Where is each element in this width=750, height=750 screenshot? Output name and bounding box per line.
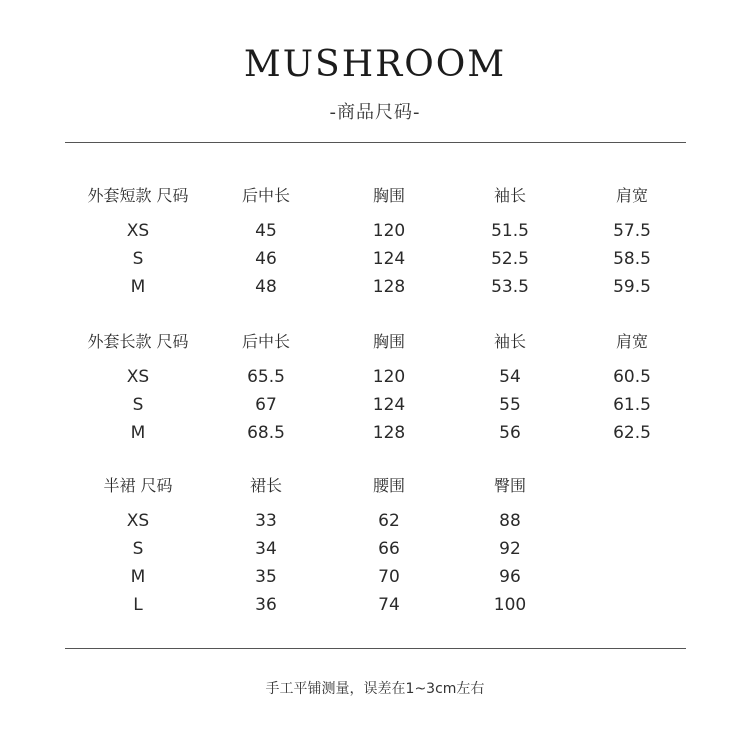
value-cell: 57.5 xyxy=(613,221,651,241)
header-cell-waist: 腰围 xyxy=(372,476,405,495)
value-cell: 120 xyxy=(372,221,406,241)
table-row xyxy=(0,507,750,535)
size-cell: M xyxy=(130,567,146,587)
value-cell: 62.5 xyxy=(613,423,651,443)
value-cell: 60.5 xyxy=(613,367,651,387)
value-cell: 120 xyxy=(372,367,406,387)
value-cell: 124 xyxy=(372,249,406,269)
value-cell: 46 xyxy=(255,249,277,269)
value-cell: 92 xyxy=(499,539,521,559)
value-cell: 128 xyxy=(372,277,406,297)
value-cell: 56 xyxy=(499,423,521,443)
size-cell: S xyxy=(132,539,144,559)
header-cell-shoulder: 肩宽 xyxy=(615,332,648,351)
value-cell: 67 xyxy=(255,395,277,415)
value-cell: 36 xyxy=(255,595,277,615)
size-cell: L xyxy=(133,595,143,615)
size-cell: S xyxy=(132,249,144,269)
value-cell: 58.5 xyxy=(613,249,651,269)
table-row xyxy=(0,391,750,419)
table-row xyxy=(0,245,750,273)
table-row xyxy=(0,217,750,245)
table-row xyxy=(0,273,750,301)
value-cell: 96 xyxy=(499,567,521,587)
header-cell-hip: 臀围 xyxy=(493,476,526,495)
header-cell-back-length: 后中长 xyxy=(241,186,290,205)
header-cell-skirt-length: 裙长 xyxy=(249,476,282,495)
value-cell: 54 xyxy=(499,367,521,387)
header-cell-size: 外套短款 尺码 xyxy=(87,186,189,205)
table-row xyxy=(0,563,750,591)
value-cell: 62 xyxy=(378,511,400,531)
value-cell: 65.5 xyxy=(247,367,285,387)
value-cell: 68.5 xyxy=(247,423,285,443)
header-cell-shoulder: 肩宽 xyxy=(615,186,648,205)
value-cell: 33 xyxy=(255,511,277,531)
header-cell-chest: 胸围 xyxy=(372,186,405,205)
value-cell: 45 xyxy=(255,221,277,241)
header-cell-size: 半裙 尺码 xyxy=(103,476,173,495)
table-header-row xyxy=(0,182,750,210)
value-cell: 35 xyxy=(255,567,277,587)
value-cell: 88 xyxy=(499,511,521,531)
header-cell-sleeve: 袖长 xyxy=(493,332,526,351)
size-cell: XS xyxy=(126,511,150,531)
value-cell: 53.5 xyxy=(491,277,529,297)
brand-logo-text: MUSHROOM xyxy=(243,44,507,85)
value-cell: 51.5 xyxy=(491,221,529,241)
size-cell: XS xyxy=(126,367,150,387)
value-cell: 74 xyxy=(378,595,400,615)
value-cell: 34 xyxy=(255,539,277,559)
value-cell: 128 xyxy=(372,423,406,443)
table-row xyxy=(0,419,750,447)
table-header-row xyxy=(0,328,750,356)
page-subtitle: -商品尺码- xyxy=(329,102,421,123)
header-cell-sleeve: 袖长 xyxy=(493,186,526,205)
header-cell-size: 外套长款 尺码 xyxy=(87,332,189,351)
size-cell: M xyxy=(130,277,146,297)
value-cell: 124 xyxy=(372,395,406,415)
bottom-divider xyxy=(65,648,686,649)
top-divider xyxy=(65,142,686,143)
value-cell: 48 xyxy=(255,277,277,297)
table-row xyxy=(0,591,750,619)
value-cell: 100 xyxy=(493,595,527,615)
table-row xyxy=(0,535,750,563)
table-row xyxy=(0,363,750,391)
measurement-note: 手工平铺测量，误差在1~3cm左右 xyxy=(265,681,485,697)
header-cell-back-length: 后中长 xyxy=(241,332,290,351)
size-cell: S xyxy=(132,395,144,415)
value-cell: 70 xyxy=(378,567,400,587)
size-cell: M xyxy=(130,423,146,443)
header-cell-chest: 胸围 xyxy=(372,332,405,351)
value-cell: 52.5 xyxy=(491,249,529,269)
size-cell: XS xyxy=(126,221,150,241)
value-cell: 61.5 xyxy=(613,395,651,415)
value-cell: 59.5 xyxy=(613,277,651,297)
value-cell: 66 xyxy=(378,539,400,559)
value-cell: 55 xyxy=(499,395,521,415)
table-header-row xyxy=(0,472,750,500)
